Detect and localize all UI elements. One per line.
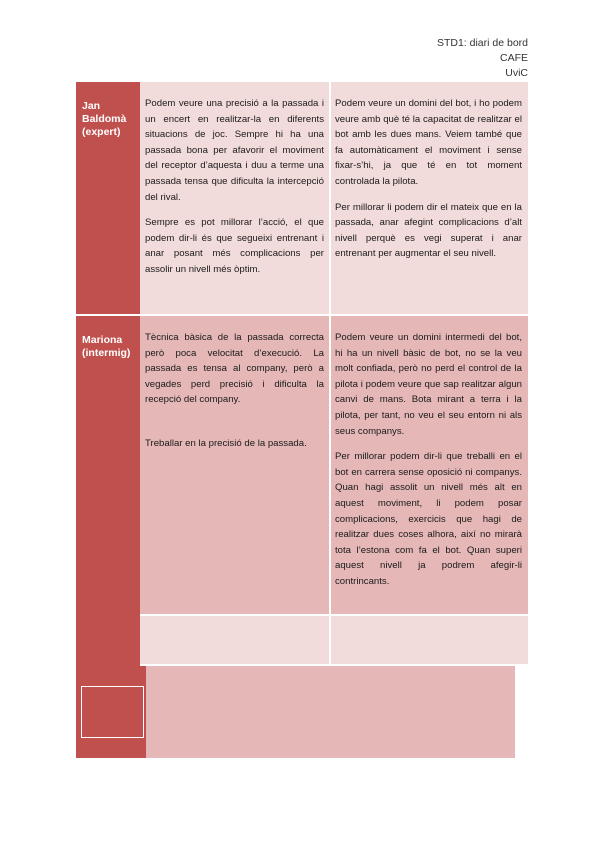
header-title: STD1: diari de bord (436, 37, 528, 49)
row-divider (140, 614, 528, 616)
cell-empty-1 (140, 615, 330, 665)
cell-mariona-bot (330, 316, 528, 615)
observation-text: Podem veure un domini intermedi del bot, hi ha un nivell bàsic de bot, no se la veu molt confiada, però no perd el control de la pilota i podem veure que sap realitzar algun canvi de mans. Bota mirant a terra i la pilota, per tant, no veu el seu entorn ni als seus companys. (335, 332, 522, 437)
row-divider (140, 664, 528, 666)
cell-merged (146, 665, 515, 758)
row-name-mariona (76, 316, 140, 615)
header-subject: CAFE (499, 52, 528, 64)
improvement-text: Treballar en la precisió de la passada. (145, 437, 307, 449)
row-divider (140, 314, 528, 316)
text-frame (81, 686, 144, 738)
improvement-text: Sempre es pot millorar l’acció, el que podem dir-li és que segueixi entrenant i anar posant més complicacions per assolir un nivell més òptim. (145, 217, 324, 275)
row-name-empty (76, 615, 140, 665)
observation-text: Podem veure un domini del bot, i ho podem veure amb què té la capacitat de realitzar el bot amb les dues mans. Veiem també que fa automàticament el moviment i sense fixar-s’hi, ja que té en tot moment controlada la pilota. (335, 98, 522, 187)
improvement-text: Per millorar podem dir-li que treballi en el bot en carrera sense oposició ni companys. Quan hagi assolit un nivell més alt en aquest moviment, li podem posar complicacions, exercicis que hagi de realitzar dues coses alhora, així no mirarà tota l’estona com fa el bot. Quan superi aquest nivell ja podrem afegir-li contrincants. (335, 451, 522, 587)
student-name: Jan Baldomà (expert) (82, 100, 127, 138)
document-header (437, 36, 528, 81)
observation-text: Tècnica bàsica de la passada correcta però poca velocitat d’execució. La passada es tensa al company, però a vegades perd precisió i dificulta la recepció del company. (145, 332, 324, 406)
cell-jan-passada (140, 82, 330, 314)
student-name: Mariona (intermig) (82, 334, 131, 359)
observation-text: Podem veure una precisió a la passada i un encert en realitzar-la en diferents situacions de joc. Sempre hi ha una passada bona per afavorir el moviment del receptor d’aquesta i duu a terme una passada tensa que dificulta la intercepció del rival. (145, 98, 324, 203)
column-divider (329, 82, 331, 665)
improvement-text: Per millorar li podem dir el mateix que en la passada, anar afegint complicacions d’alt nivell perquè es vegi superat i anar entrenant per augmentar el seu nivell. (335, 201, 522, 260)
cell-mariona-passada (140, 316, 330, 615)
cell-jan-bot (330, 82, 528, 314)
header-institution: UviC (505, 67, 528, 79)
row-name-jan (76, 82, 140, 314)
cell-empty-2 (330, 615, 528, 665)
